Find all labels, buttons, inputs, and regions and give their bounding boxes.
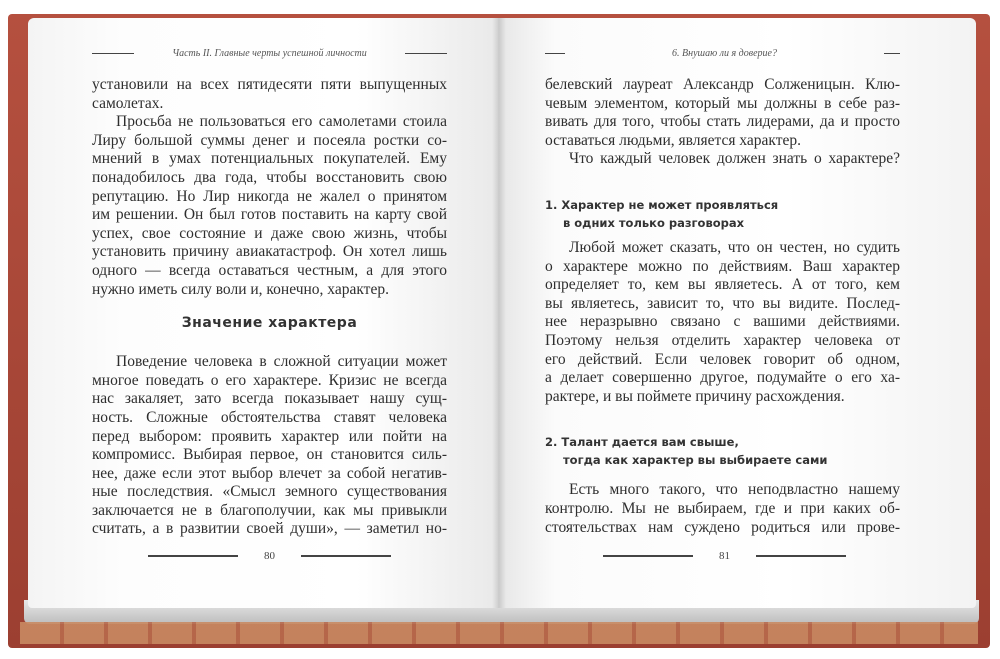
numbered-heading-line: 1. Характер не может проявляться: [545, 197, 779, 212]
text-line: Поэтому нельзя отделить характер человека от: [545, 331, 900, 349]
text-line: компромисс. Выбирая первое, он становится силь-: [92, 446, 447, 464]
text-line: Что каждый человек должен знать о характере?: [569, 150, 900, 168]
text-line: считать, а в развитии своей души», — заметил но-: [92, 520, 447, 538]
header-rule: [545, 53, 565, 55]
text-line: понадобилось два года, чтобы восстановить свою: [92, 168, 447, 186]
cover-spine-bottom: [20, 622, 978, 644]
text-line: о характере можно по действиям. Ваш характер: [545, 257, 900, 275]
text-line: определяет то, кем вы являетесь. А от того, кем: [545, 276, 900, 294]
text-line: Любой может сказать, что он честен, но судить: [569, 238, 900, 256]
text-line: успех, свое состояние и даже свою жизнь, чтобы: [92, 224, 447, 242]
numbered-heading: [545, 406, 900, 481]
text-line: Лиру большой суммы денег и посеяла ростки со-: [92, 131, 447, 149]
text-line: оставаться людьми, является характер.: [545, 131, 802, 149]
numbered-heading: [545, 169, 900, 239]
text-line: а делает совершенно другое, подумайте о его ха-: [545, 369, 900, 387]
footer-rule: [301, 555, 391, 557]
text-line: нее неразрывно связано с вашими действиями.: [545, 313, 900, 331]
text-line: контролю. Мы не выбираем, где и при каких об-: [545, 499, 900, 517]
text-line: ные последствия. «Смысл земного существования: [92, 483, 447, 501]
page-footer: [603, 550, 846, 562]
text-line: одного — всегда оставаться честным, а для этого: [92, 261, 447, 279]
right-page: [498, 18, 976, 608]
text-line: нас закаляет, зато всегда показывает нашу сущ-: [92, 390, 447, 408]
running-header: [92, 48, 447, 59]
numbered-heading-line: тогда как характер вы выбираете сами: [563, 453, 828, 468]
text-line: ность. Сложные обстоятельства ставят человека: [92, 408, 447, 426]
footer-rule: [756, 555, 846, 557]
page-number: 81: [719, 550, 730, 562]
numbered-heading-line: в одних только разговорах: [563, 215, 745, 230]
text-line: чевым элементом, который мы должны в себе раз-: [545, 94, 900, 112]
text-line: Есть много такого, что неподвластно нашему: [569, 481, 900, 499]
footer-rule: [603, 555, 693, 557]
text-line: Просьба не пользоваться его самолетами стоила: [116, 113, 447, 131]
text-line: заключается не в благополучии, как мы привыкли: [92, 501, 447, 519]
text-line: вивать для того, чтобы стать лидерами, да и просто: [545, 113, 900, 131]
text-line: многое поведать о его характере. Кризис не всегда: [92, 371, 447, 389]
text-line: Поведение человека в сложной ситуации может: [116, 353, 447, 371]
text-line: нее, даже если этот выбор влечет за собой негатив-: [92, 464, 447, 482]
header-rule: [884, 53, 900, 55]
running-header-text: 6. Внушаю ли я доверие?: [672, 48, 777, 59]
section-heading: Значение характера: [181, 315, 358, 332]
text-line: белевский лауреат Александр Солженицын. Клю-: [545, 76, 900, 93]
text-line: вы являетесь, зависит то, что вы видите. Послед-: [545, 294, 900, 312]
book-gutter: [492, 18, 506, 608]
text-line: рактере, и вы поймете причину расхождения.: [545, 387, 845, 405]
page-number: 80: [264, 550, 275, 562]
text-line: стоятельствах нам суждено родиться или прове-: [545, 518, 900, 536]
text-line: репутацию. Но Лир никогда не жалел о принятом: [92, 187, 447, 205]
text-line: установили на всех пятидесяти пяти выпущенных: [92, 76, 447, 93]
running-header-text: Часть II. Главные черты успешной личности: [172, 48, 367, 59]
text-line: им решении. Он был готов поставить на карту свой: [92, 206, 447, 224]
page-body: [545, 76, 900, 537]
text-line: перед выбором: проявить характер или пойти на: [92, 427, 447, 445]
text-line: мнений в умах потенциальных покупателей. Ему: [92, 150, 447, 168]
text-line: установить причину авиакатастроф. Он хотел лишь: [92, 243, 447, 261]
text-line: его действий. Если человек говорит об одном,: [545, 350, 900, 368]
page-footer: [148, 550, 391, 562]
text-line: самолетах.: [92, 94, 164, 112]
left-page: [28, 18, 498, 608]
text-line: нужно иметь силу воли и, конечно, характер.: [92, 280, 389, 298]
footer-rule: [148, 555, 238, 557]
numbered-heading-line: 2. Талант дается вам свыше,: [545, 435, 739, 450]
header-rule: [405, 53, 447, 55]
running-header: [545, 48, 900, 59]
page-body: [92, 76, 447, 539]
header-rule: [92, 53, 134, 55]
